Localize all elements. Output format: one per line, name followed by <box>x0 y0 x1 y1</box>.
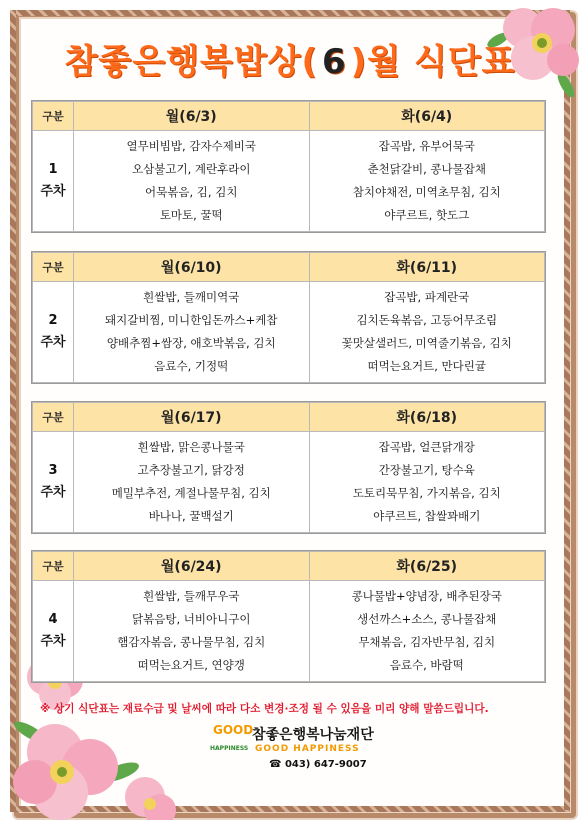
logo-happiness-small-text: HAPPINESS <box>210 745 249 752</box>
notice-text: ※ 상기 식단표는 재료수급 및 날씨에 따라 다소 변경·조정 될 수 있음을 미리 양해 말씀드립니다. <box>40 703 489 715</box>
day-header: 화(6/25) <box>309 552 545 581</box>
page-title <box>0 34 580 83</box>
day-header: 월(6/10) <box>74 253 310 282</box>
title-prefix: 참좋은행복밥상( <box>64 42 318 82</box>
header-label: 구분 <box>33 102 74 131</box>
header-label: 구분 <box>33 403 74 432</box>
day-header: 화(6/18) <box>309 403 545 432</box>
vine-right <box>564 10 570 810</box>
week-label: 4 주차 <box>33 581 74 682</box>
day-header: 화(6/4) <box>309 102 545 131</box>
flower-bottom-left-icon <box>0 712 180 820</box>
phone-number: ☎ 043) 647-9007 <box>269 759 367 770</box>
day-header: 월(6/17) <box>74 403 310 432</box>
menu-cell: 잡곡밥, 파계란국 김치돈육볶음, 고등어무조림 꽃맛살샐러드, 미역줄기볶음, 김치 떠먹는요거트, 만다린귤 <box>309 282 545 383</box>
title-month: 6 <box>322 42 347 82</box>
menu-cell: 콩나물밥+양념장, 배추된장국 생선까스+소스, 콩나물잡채 무채볶음, 김자반무침, 김치 음료수, 바람떡 <box>309 581 545 682</box>
menu-cell: 흰쌀밥, 맑은콩나물국 고추장불고기, 닭강정 메밀부추전, 계절나물무침, 김치 바나나, 꿀백설기 <box>74 432 310 533</box>
header-label: 구분 <box>33 253 74 282</box>
menu-cell: 흰쌀밥, 들깨미역국 돼지갈비찜, 미니한입돈까스+케찹 양배추찜+쌈장, 애호박볶음, 김치 음료수, 기정떡 <box>74 282 310 383</box>
week-1-table <box>31 100 546 233</box>
vine-left <box>10 10 16 810</box>
week-3-table <box>31 401 546 534</box>
week-label: 3 주차 <box>33 432 74 533</box>
week-4-table <box>31 550 546 683</box>
menu-cell: 열무비빔밥, 감자수제비국 오삼불고기, 계란후라이 어묵볶음, 김, 김치 토마토, 꿀떡 <box>74 131 310 232</box>
day-header: 월(6/24) <box>74 552 310 581</box>
week-2-table <box>31 251 546 384</box>
menu-cell: 흰쌀밥, 들깨무우국 닭볶음탕, 너비아니구이 햄감자볶음, 콩나물무침, 김치 떠먹는요거트, 연양갱 <box>74 581 310 682</box>
menu-cell: 잡곡밥, 유부어묵국 춘천닭갈비, 콩나물잡채 참치야채전, 미역초무침, 김치 야쿠르트, 핫도그 <box>309 131 545 232</box>
week-label: 1 주차 <box>33 131 74 232</box>
day-header: 월(6/3) <box>74 102 310 131</box>
header-label: 구분 <box>33 552 74 581</box>
day-header: 화(6/11) <box>309 253 545 282</box>
menu-cell: 잡곡밥, 얼큰닭개장 간장불고기, 탕수육 도토리묵무침, 가지볶음, 김치 야쿠르트, 찹쌀꽈배기 <box>309 432 545 533</box>
logo-good-text: GOOD <box>213 723 254 737</box>
title-suffix: )월 식단표 <box>350 42 516 82</box>
org-name: 참좋은행복나눔재단 <box>252 727 374 743</box>
org-english-name: GOOD HAPPINESS <box>255 744 360 754</box>
week-label: 2 주차 <box>33 282 74 383</box>
